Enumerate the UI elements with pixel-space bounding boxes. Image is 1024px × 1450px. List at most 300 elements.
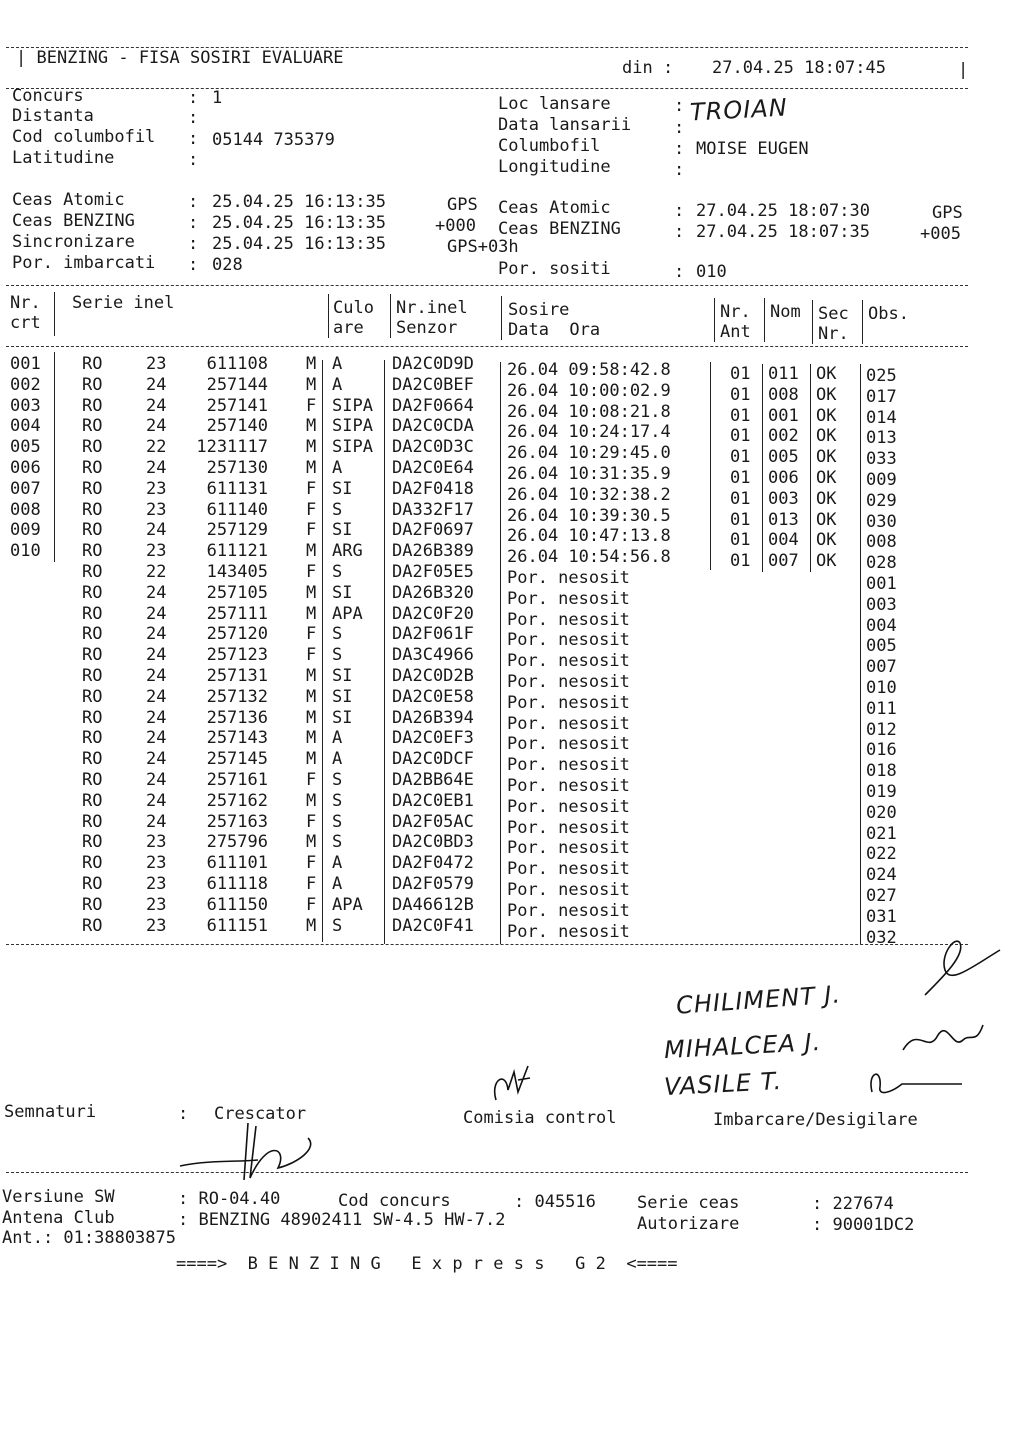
ceas-benzing-value: 25.04.25 16:13:35 [212,213,386,233]
cell-ring: 611131 [206,478,268,499]
cell-color: SI [332,520,353,541]
signature-scribble-3-icon [852,1062,972,1102]
cell-sex: M [306,832,317,853]
cell-color: A [332,458,343,478]
cell-ring: 611121 [206,541,268,562]
cell-sec: OK [816,530,837,551]
por-sositi-label: Por. sositi [498,259,611,279]
cod-columbofil-label: Cod columbofil [12,127,156,147]
cell-country: RO [82,645,103,666]
cell-country: RO [82,395,103,416]
cell-sec: OK [816,488,837,509]
antena-label: Antena Club [2,1208,115,1228]
cell-sensor: DA2F0697 [392,520,474,541]
cell-sex: M [306,603,317,624]
cell-color: A [332,374,343,395]
cell-sex: M [306,437,317,458]
col-nom-header: Nom [770,302,801,322]
autorizare-label: Autorizare [637,1214,740,1234]
concurs-sep: : [188,88,199,108]
cell-country: RO [82,874,103,894]
date-value: 27.04.25 18:07:45 [712,58,886,78]
latitudine-sep: : [188,150,199,170]
distanta-label: Distanta [12,106,94,126]
cell-ant: 01 [730,364,751,384]
cell-ant: 01 [730,405,751,426]
benzing-banner: ====> B E N Z I N G E x p r e s s G 2 <==== [176,1254,678,1274]
cell-sensor: DA2C0CDA [392,416,474,437]
cell-country: RO [82,811,103,832]
cell-ring: 257145 [206,749,268,770]
cell-country: RO [82,832,103,853]
cell-color: SIPA [332,416,373,437]
cell-ant: 01 [730,426,751,447]
header-sep-3 [390,294,391,338]
cell-sex: F [306,395,317,416]
col-are-header: are [333,318,364,338]
col-crt-header: crt [10,313,41,333]
cell-sec: OK [816,447,837,468]
cell-country: RO [82,707,103,728]
cell-sex: F [306,645,317,666]
cell-sex: F [306,770,317,790]
por-imbarcati-label: Por. imbarcati [12,253,156,273]
col-sosire-header: Sosire [508,300,570,320]
cell-obs: 005 [866,636,897,657]
cell-obs: 028 [866,553,897,574]
sincronizare-sep: : [188,234,199,254]
ceas-benzing-right-extra: +005 [920,224,961,244]
cell-sensor: DA2F061F [392,624,474,645]
cell-nr: 008 [10,499,41,520]
cell-sensor: DA2C0EF3 [392,728,474,749]
cell-nr: 006 [10,458,41,478]
ceas-atomic-right-value: 27.04.25 18:07:30 [696,201,870,221]
cell-ant: 01 [730,447,751,468]
cell-sensor: DA2C0BEF [392,374,474,395]
cell-country: RO [82,562,103,582]
header-sep-1 [54,292,55,336]
table-row [0,915,1024,948]
cell-color: S [332,645,343,666]
cell-ring: 257163 [206,811,268,832]
col-serie-header: Serie inel [72,293,175,313]
cell-obs: 025 [866,366,897,386]
cell-country: RO [82,520,103,541]
sincronizare-extra: GPS+03h [447,237,519,257]
handwritten-place: TROIAN [689,93,789,127]
cell-country: RO [82,499,103,520]
cell-sec: OK [816,405,837,426]
cell-nr: 002 [10,374,41,395]
cell-nr: 003 [10,395,41,416]
ceas-atomic-sep: : [188,192,199,212]
cell-sensor: DA2F0579 [392,874,474,894]
cell-sex: M [306,582,317,603]
cell-country: RO [82,666,103,686]
cell-country: RO [82,354,103,374]
cell-country: RO [82,374,103,395]
signature-scribble-1-icon [915,935,1005,1005]
col-nr-header: Nr. [10,293,41,313]
cell-color: SI [332,666,353,686]
cell-arrival: Por. nesosit [507,734,630,755]
cell-sensor: DA46612B [392,894,474,915]
cell-sex: M [306,458,317,478]
cell-arrival: Por. nesosit [507,900,630,921]
cell-country: RO [82,894,103,915]
por-sositi-value: 010 [696,262,727,282]
cell-color: SI [332,478,353,499]
por-imbarcati-value: 028 [212,255,243,275]
cell-ant: 01 [730,468,751,488]
cell-sex: F [306,874,317,894]
cell-color: S [332,832,343,853]
cell-obs: 011 [866,698,897,719]
cell-obs: 016 [866,740,897,761]
cod-concurs-label: Cod concurs [338,1191,451,1211]
cell-nr: 005 [10,437,41,458]
cell-ant: 01 [730,488,751,509]
col-secnr-header: Nr. [818,324,849,344]
loc-lansare-sep: : [674,96,685,116]
cell-color: ARG [332,541,363,562]
cell-ant: 01 [730,384,751,405]
cell-color: S [332,770,343,790]
cell-color: S [332,790,343,811]
cell-obs: 019 [866,782,897,802]
handwritten-name-3: VASILE T. [663,1066,783,1102]
cell-ring: 611150 [206,894,268,915]
por-sositi-sep: : [674,262,685,282]
serie-ceas-value: : 227674 [812,1194,894,1214]
cell-nom: 005 [768,447,799,468]
cell-arrival: Por. nesosit [507,817,630,838]
ceas-benzing-right-label: Ceas BENZING [498,219,621,239]
handwritten-name-2: MIHALCEA J. [663,1027,822,1065]
cell-color: SI [332,582,353,603]
cell-nom: 013 [768,509,799,530]
cell-color: A [332,874,343,894]
antena-value: : BENZING 48902411 SW-4.5 HW-7.2 [178,1210,506,1230]
cell-nom: 008 [768,384,799,405]
cell-obs: 022 [866,844,897,865]
cell-sec: OK [816,426,837,447]
ceas-atomic-extra: GPS [447,195,478,215]
cell-obs: 012 [866,719,897,740]
cell-ring: 257130 [206,458,268,478]
cell-obs: 020 [866,802,897,823]
cell-color: S [332,499,343,520]
cell-year: 24 [146,458,167,478]
cell-country: RO [82,749,103,770]
cell-arrival: Por. nesosit [507,880,630,900]
cell-ring: 257143 [206,728,268,749]
col-culo-header: Culo [333,298,374,318]
cell-nr: 004 [10,416,41,437]
cell-sex: M [306,666,317,686]
cell-sensor: DA2F05AC [392,811,474,832]
ant-line: Ant.: 01:38803875 [2,1228,176,1248]
cod-columbofil-sep: : [188,129,199,149]
cell-year: 24 [146,749,167,770]
cell-color: A [332,354,343,374]
cell-country: RO [82,458,103,478]
header-sep-2 [328,294,329,338]
cell-ring: 1231117 [196,437,268,458]
cell-color: S [332,915,343,936]
cell-year: 23 [146,853,167,874]
concurs-value: 1 [212,88,223,108]
handwritten-name-1: CHILIMENT J. [675,980,842,1020]
cell-color: A [332,749,343,770]
cell-sensor: DA26B320 [392,582,474,603]
cell-country: RO [82,853,103,874]
cell-sensor: DA2C0D2B [392,666,474,686]
cell-obs: 007 [866,657,897,678]
cell-year: 24 [146,790,167,811]
cell-sex: F [306,499,317,520]
cell-year: 23 [146,354,167,374]
cell-color: APA [332,894,363,915]
cell-arrival: Por. nesosit [507,609,630,630]
ceas-atomic-label: Ceas Atomic [12,190,125,210]
cell-nr: 009 [10,520,41,541]
cell-sex: M [306,541,317,562]
cell-ring: 257129 [206,520,268,541]
ceas-atomic-value: 25.04.25 16:13:35 [212,192,386,212]
cell-ring: 257161 [206,770,268,790]
cell-ring: 257144 [206,374,268,395]
cell-color: SI [332,686,353,707]
col-senzor-header: Senzor [396,318,458,338]
cell-sex: F [306,478,317,499]
cell-sensor: DA2C0DCF [392,749,474,770]
signature-crescator-icon [178,1118,338,1188]
cell-year: 23 [146,499,167,520]
cell-sec: OK [816,551,837,572]
cell-obs: 001 [866,574,897,594]
columbofil-sep: : [674,139,685,159]
cell-arrival: Por. nesosit [507,630,630,651]
cell-nom: 001 [768,405,799,426]
col-sec-header: Sec [818,304,849,324]
cell-year: 23 [146,478,167,499]
longitudine-sep: : [674,160,685,180]
cell-sensor: DA2C0E58 [392,686,474,707]
cell-country: RO [82,915,103,936]
col-nrant-header: Nr. [720,302,751,322]
cell-ring: 257120 [206,624,268,645]
cell-sex: M [306,749,317,770]
columbofil-value: MOISE EUGEN [696,139,809,159]
por-imbarcati-sep: : [188,255,199,275]
cell-ant: 01 [730,530,751,551]
cell-arrival: 26.04 10:54:56.8 [507,547,671,568]
cell-sensor: DA2C0EB1 [392,790,474,811]
cell-ring: 257136 [206,707,268,728]
ceas-atomic-right-extra: GPS [932,203,963,223]
cell-year: 23 [146,832,167,853]
header-sep-4 [501,296,502,340]
cell-year: 24 [146,666,167,686]
cell-ring: 257162 [206,790,268,811]
cell-sex: M [306,686,317,707]
cell-arrival: Por. nesosit [507,692,630,713]
cell-year: 24 [146,416,167,437]
cell-color: A [332,853,343,874]
cell-sex: M [306,707,317,728]
cell-year: 23 [146,874,167,894]
cell-arrival: Por. nesosit [507,588,630,609]
header-divider [6,88,968,89]
cell-sex: F [306,853,317,874]
cell-sec: OK [816,384,837,405]
cell-ring: 257140 [206,416,268,437]
autorizare-value: : 90001DC2 [812,1215,915,1235]
cell-obs: 013 [866,428,897,449]
cell-sensor: DA332F17 [392,499,474,520]
header-end-bar: | [958,60,969,80]
sincronizare-label: Sincronizare [12,232,135,252]
cell-sex: M [306,915,317,936]
cell-obs: 014 [866,407,897,428]
cell-arrival: Por. nesosit [507,651,630,672]
cell-country: RO [82,770,103,790]
cell-obs: 031 [866,906,897,927]
cell-sensor: DA2C0F20 [392,603,474,624]
cell-sex: M [306,416,317,437]
semnaturi-sep: : [178,1104,189,1124]
cell-obs: 021 [866,823,897,844]
signature-scribble-2-icon [898,1015,988,1065]
cell-sex: M [306,354,317,374]
cell-ring: 257141 [206,395,268,416]
cell-sensor: DA26B394 [392,707,474,728]
cell-arrival: 26.04 10:24:17.4 [507,422,671,443]
cell-ring: 611151 [206,915,268,936]
ceas-atomic-right-label: Ceas Atomic [498,198,611,218]
ceas-benzing-right-value: 27.04.25 18:07:35 [696,222,870,242]
cell-sensor: DA3C4966 [392,645,474,666]
cell-ring: 611108 [206,354,268,374]
cell-arrival: Por. nesosit [507,755,630,776]
cell-obs: 004 [866,615,897,636]
cell-country: RO [82,686,103,707]
cell-year: 24 [146,582,167,603]
cell-sex: M [306,790,317,811]
cell-sensor: DA2F05E5 [392,562,474,582]
col-dataora-header: Data Ora [508,320,601,340]
cell-sensor: DA2F0472 [392,853,474,874]
longitudine-label: Longitudine [498,157,611,177]
cell-sensor: DA2F0418 [392,478,474,499]
report-title: | BENZING - FISA SOSIRI EVALUARE [16,48,344,68]
table-top-divider [6,285,968,286]
cell-arrival: 26.04 10:31:35.9 [507,464,671,484]
cod-concurs-value: : 045516 [514,1192,596,1212]
cell-country: RO [82,728,103,749]
cell-obs: 029 [866,490,897,511]
cell-color: APA [332,603,363,624]
header-sep-8 [862,300,863,344]
cell-ring: 257105 [206,582,268,603]
imbarcare-label: Imbarcare/Desigilare [713,1110,918,1130]
cell-ring: 611118 [206,874,268,894]
cell-country: RO [82,478,103,499]
cell-year: 24 [146,686,167,707]
cell-nom: 006 [768,468,799,488]
loc-lansare-label: Loc lansare [498,94,611,114]
cell-sensor: DA2C0D9D [392,354,474,374]
ceas-benzing-sep: : [188,213,199,233]
cell-nom: 007 [768,551,799,572]
serie-ceas-label: Serie ceas [637,1193,740,1213]
cell-nr: 001 [10,354,41,374]
cell-color: SIPA [332,437,373,458]
cell-year: 23 [146,541,167,562]
distanta-sep: : [188,108,199,128]
cell-obs: 003 [866,594,897,615]
cell-sex: F [306,520,317,541]
concurs-label: Concurs [12,86,84,106]
cell-sec: OK [816,364,837,384]
cell-arrival: 26.04 10:39:30.5 [507,505,671,526]
cell-year: 24 [146,603,167,624]
cod-columbofil-value: 05144 735379 [212,130,335,150]
cell-sensor: DA2C0BD3 [392,832,474,853]
cell-obs: 030 [866,511,897,532]
cell-year: 24 [146,624,167,645]
cell-nom: 002 [768,426,799,447]
cell-country: RO [82,790,103,811]
cell-arrival: Por. nesosit [507,859,630,880]
cell-ring: 275796 [206,832,268,853]
cell-color: SI [332,707,353,728]
cell-sex: F [306,811,317,832]
cell-sex: F [306,562,317,582]
footer-divider [6,1172,968,1173]
col-obs-header: Obs. [868,304,909,324]
cell-nom: 003 [768,488,799,509]
cell-ant: 01 [730,551,751,572]
cell-year: 24 [146,811,167,832]
cell-arrival: Por. nesosit [507,672,630,692]
cell-country: RO [82,437,103,458]
sincronizare-value: 25.04.25 16:13:35 [212,234,386,254]
cell-year: 24 [146,728,167,749]
cell-sec: OK [816,468,837,488]
cell-color: S [332,562,343,582]
cell-arrival: 26.04 09:58:42.8 [507,360,671,380]
cell-sensor: DA2C0E64 [392,458,474,478]
cell-arrival: Por. nesosit [507,713,630,734]
cell-sensor: DA2C0F41 [392,915,474,936]
header-sep-5 [714,298,715,342]
cell-ring: 257131 [206,666,268,686]
cell-obs: 018 [866,761,897,782]
cell-arrival: Por. nesosit [507,921,630,942]
cell-ring: 611101 [206,853,268,874]
cell-country: RO [82,603,103,624]
semnaturi-label: Semnaturi [4,1102,97,1122]
cell-ring: 257132 [206,686,268,707]
versiune-label: Versiune SW [2,1187,115,1207]
ceas-benzing-right-sep: : [674,222,685,242]
cell-obs: 032 [866,927,897,948]
cell-country: RO [82,541,103,562]
cell-arrival: 26.04 10:32:38.2 [507,484,671,505]
